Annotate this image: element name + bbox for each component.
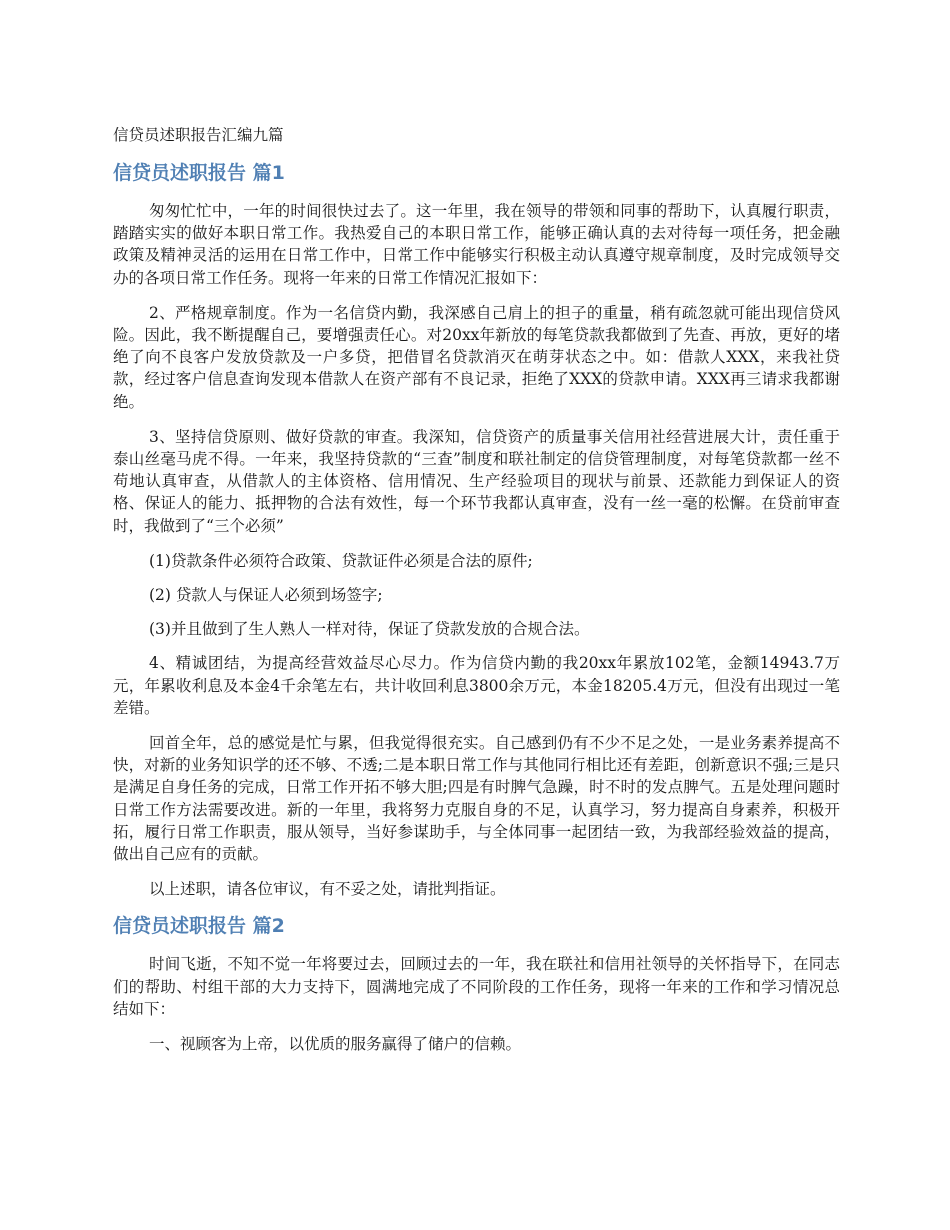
paragraph: 匆匆忙忙中，一年的时间很快过去了。这一年里，我在领导的带领和同事的帮助下，认真履行职责，踏踏实实的做好本职日常工作。我热爱自己的本职日常工作，能够正确认真的去对待每一项任务，把金融政策及精神灵活的运用在日常工作中，日常工作中能够实行积极主动认真遵守规章制度，及时完成领导交办的各项日常工作任务。现将一年来的日常工作情况汇报如下：	[113, 202, 840, 287]
list-item: (1)贷款条件必须符合政策、贷款证件必须是合法的原件;	[149, 551, 533, 570]
paragraph: 4、精诚团结，为提高经营效益尽心尽力。作为信贷内勤的我20xx年累放102笔，金额14943.7万元，年累收利息及本金4千余笔左右，共计收回利息3800余万元，本金18205.4万元，但没有出现过一笔差错。	[113, 654, 840, 717]
document-page	[113, 124, 840, 1068]
paragraph: 2、严格规章制度。作为一名信贷内勤，我深感自己肩上的担子的重量，稍有疏忽就可能出现信贷风险。因此，我不断提醒自己，要增强责任心。对20xx年新放的每笔贷款我都做到了先查、再放，更好的堵绝了向不良客户发放贷款及一户多贷，把借冒名贷款消灭在萌芽状态之中。如：借款人XXX，来我社贷款，经过客户信息查询发现本借款人在资产部有不良记录，拒绝了XXX的贷款申请。XXX再三请求我都谢绝。	[113, 303, 840, 411]
section-2	[113, 913, 840, 1055]
paragraph: 以上述职，请各位审议，有不妥之处，请批判指证。	[149, 880, 506, 899]
paragraph: 时间飞逝，不知不觉一年将要过去，回顾过去的一年，我在联社和信用社领导的关怀指导下，在同志们的帮助、村组干部的大力支持下，圆满地完成了不同阶段的工作任务，现将一年来的工作和学习情况总结如下：	[113, 955, 840, 1018]
section-heading: 信贷员述职报告 篇1	[113, 162, 285, 184]
document-title: 信贷员述职报告汇编九篇	[113, 126, 284, 144]
list-item: (3)并且做到了生人熟人一样对待，保证了贷款发放的合规合法。	[149, 620, 590, 639]
paragraph: 一、视顾客为上帝，以优质的服务赢得了储户的信赖。	[149, 1035, 522, 1054]
section-1	[113, 160, 840, 900]
section-heading: 信贷员述职报告 篇2	[113, 915, 285, 938]
paragraph: 回首全年，总的感觉是忙与累，但我觉得很充实。自己感到仍有不少不足之处，一是业务素养提高不快，对新的业务知识学的还不够、不透;二是本职日常工作与其他同行相比还有差距，创新意识不强;三是只是满足自身任务的完成，日常工作开拓不够大胆;四是有时脾气急躁，时不时的发点脾气。五是处理问题时日常工作方法需要改进。新的一年里，我将努力克服自身的不足，认真学习，努力提高自身素养，积极开拓，履行日常工作职责，服从领导，当好参谋助手，与全体同事一起团结一致，为我部经验效益的提高，做出自己应有的贡献。	[113, 734, 840, 864]
paragraph: 3、坚持信贷原则、做好贷款的审查。我深知，信贷资产的质量事关信用社经营进展大计，责任重于泰山丝毫马虎不得。一年来，我坚持贷款的“三查”制度和联社制定的信贷管理制度，对每笔贷款都一丝不苟地认真审查，从借款人的主体资格、信用情况、生产经验项目的现状与前景、还款能力到保证人的资格、保证人的能力、抵押物的合法有效性，每一个环节我都认真审查，没有一丝一毫的松懈。在贷前审查时，我做到了“三个必须”	[113, 427, 840, 535]
list-item: (2) 贷款人与保证人必须到场签字;	[149, 586, 383, 605]
